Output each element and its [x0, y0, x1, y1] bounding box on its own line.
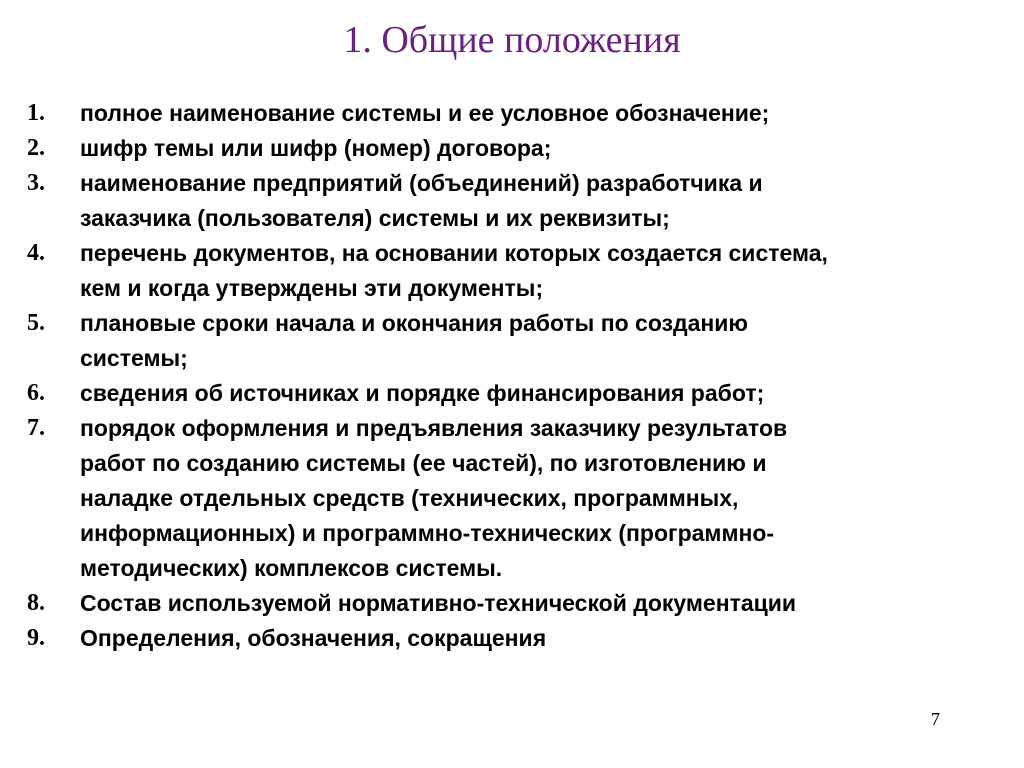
page-number: 7 — [931, 709, 940, 729]
list-item-line: методических) комплексов системы. — [80, 555, 503, 581]
list-item-text — [80, 586, 1002, 621]
list-item-number: 1. — [27, 100, 45, 126]
list-item-line: шифр темы или шифр (номер) договора; — [80, 135, 552, 161]
list-item-line: порядок оформления и предъявления заказчику результатов — [80, 415, 788, 441]
list-item-line: работ по созданию системы (ее частей), по изготовлению и — [80, 450, 767, 476]
list-item-text — [80, 96, 1002, 131]
list-item-number: 3. — [27, 170, 45, 196]
list-item — [27, 236, 1002, 306]
list-item — [27, 586, 1002, 621]
list-item-line: наименование предприятий (объединений) разработчика и — [80, 170, 763, 196]
list-item-text — [80, 131, 1002, 166]
list-item-number: 6. — [27, 380, 45, 406]
list-item-line: наладке отдельных средств (технических, программных, — [80, 485, 739, 511]
list-item — [27, 411, 1002, 586]
list-item-number: 7. — [27, 415, 45, 441]
list-item-number: 9. — [27, 625, 45, 651]
list-item — [27, 131, 1002, 166]
list-item-line: Определения, обозначения, сокращения — [80, 625, 547, 651]
list-item — [27, 376, 1002, 411]
list-item — [27, 166, 1002, 236]
list-item-line: Состав используемой нормативно-технической документации — [80, 590, 797, 616]
list-item-line: сведения об источниках и порядке финансирования работ; — [80, 380, 765, 406]
list-item-text — [80, 236, 1002, 306]
list-item-line: информационных) и программно-технических (программно- — [80, 520, 775, 546]
list-item-number: 5. — [27, 310, 45, 336]
list-item-text — [80, 621, 1002, 656]
list-item-line: кем и когда утверждены эти документы; — [80, 275, 544, 301]
list-item-number: 4. — [27, 240, 45, 266]
list-item — [27, 306, 1002, 376]
list-item-text — [80, 376, 1002, 411]
list-item-line: полное наименование системы и ее условное обозначение; — [80, 100, 770, 126]
list-item — [27, 621, 1002, 656]
list-item-number: 8. — [27, 590, 45, 616]
numbered-list — [27, 96, 1002, 656]
list-item-line: заказчика (пользователя) системы и их реквизиты; — [80, 205, 670, 231]
list-item-number: 2. — [27, 135, 45, 161]
list-item-text — [80, 166, 1002, 236]
list-item-text — [80, 411, 1002, 586]
list-item-line: плановые сроки начала и окончания работы по созданию — [80, 310, 749, 336]
list-item — [27, 96, 1002, 131]
list-item-line: перечень документов, на основании которых создается система, — [80, 240, 828, 266]
slide-title: 1. Общие положения — [343, 19, 681, 61]
list-item-text — [80, 306, 1002, 376]
list-item-line: системы; — [80, 345, 188, 371]
